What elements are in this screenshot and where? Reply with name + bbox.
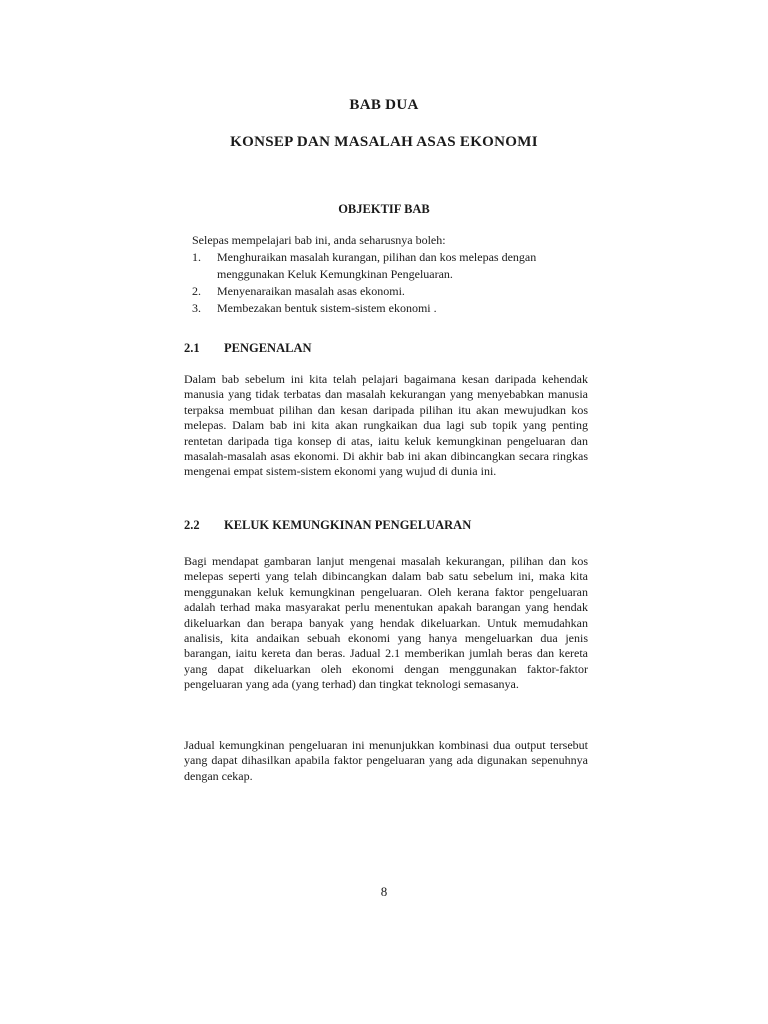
objective-text: Membezakan bentuk sistem-sistem ekonomi . <box>217 301 437 315</box>
objective-number: 3. <box>192 301 201 315</box>
objective-text: Menghuraikan masalah kurangan, pilihan dan kos melepas dengan menggunakan Keluk Kemungkinan Pengeluaran. <box>217 250 537 281</box>
section-heading <box>184 341 312 356</box>
chapter-number: BAB DUA <box>349 97 419 113</box>
objective-text: Menyenaraikan masalah asas ekonomi. <box>217 284 405 298</box>
section-heading <box>184 518 471 533</box>
section-title: KELUK KEMUNGKINAN PENGELUARAN <box>224 518 472 532</box>
section-number: 2.2 <box>184 518 200 532</box>
objective-item <box>192 283 592 300</box>
section-number: 2.1 <box>184 341 200 355</box>
objectives-list <box>192 249 592 317</box>
objectives-intro: Selepas mempelajari bab ini, anda seharusnya boleh: <box>192 233 446 247</box>
objective-number: 1. <box>192 250 201 264</box>
section-paragraph: Dalam bab sebelum ini kita telah pelajari bagaimana kesan daripada kehendak manusia yang tidak terbatas dan masalah kekurangan yang menyebabkan manusia terpaksa membuat pilihan dan kesan daripada pilihan itu akan mewujudkan kos melepas. Dalam bab ini kita akan rungkaikan dua lagi sub topik yang penting rentetan daripada tiga konsep di atas, iaitu keluk kemungkinan pengeluaran dan masalah-masalah asas ekonomi. Di akhir bab ini akan dibincangkan secara ringkas mengenai empat sistem-sistem ekonomi yang wujud di dunia ini. <box>184 372 588 479</box>
section-title: PENGENALAN <box>224 341 312 355</box>
page-number: 8 <box>380 884 388 899</box>
section-paragraph: Bagi mendapat gambaran lanjut mengenai masalah kekurangan, pilihan dan kos melepas seperti yang telah dibincangkan dalam bab satu sebelum ini, maka kita menggunakan keluk kemungkinan pengeluaran. Oleh kerana faktor pengeluaran adalah terhad maka masyarakat perlu menentukan apakah barangan yang hendak dikeluarkan dan berapa banyak yang hendak dikeluarkan. Untuk memudahkan analisis, kita andaikan sebuah ekonomi yang hanya mengeluarkan dua jenis barangan, iaitu kereta dan beras. Jadual 2.1 memberikan jumlah beras dan kereta yang dapat dikeluarkan oleh ekonomi dengan menggunakan faktor-faktor pengeluaran yang ada (yang terhad) dan tingkat teknologi semasanya. <box>184 554 588 692</box>
objective-item <box>192 300 592 317</box>
chapter-title: KONSEP DAN MASALAH ASAS EKONOMI <box>230 134 538 150</box>
objective-item <box>192 249 592 283</box>
objective-number: 2. <box>192 284 201 298</box>
section-paragraph: Jadual kemungkinan pengeluaran ini menunjukkan kombinasi dua output tersebut yang dapat dihasilkan apabila faktor pengeluaran yang ada digunakan sepenuhnya dengan cekap. <box>184 738 588 783</box>
objectives-heading: OBJEKTIF BAB <box>338 202 430 216</box>
